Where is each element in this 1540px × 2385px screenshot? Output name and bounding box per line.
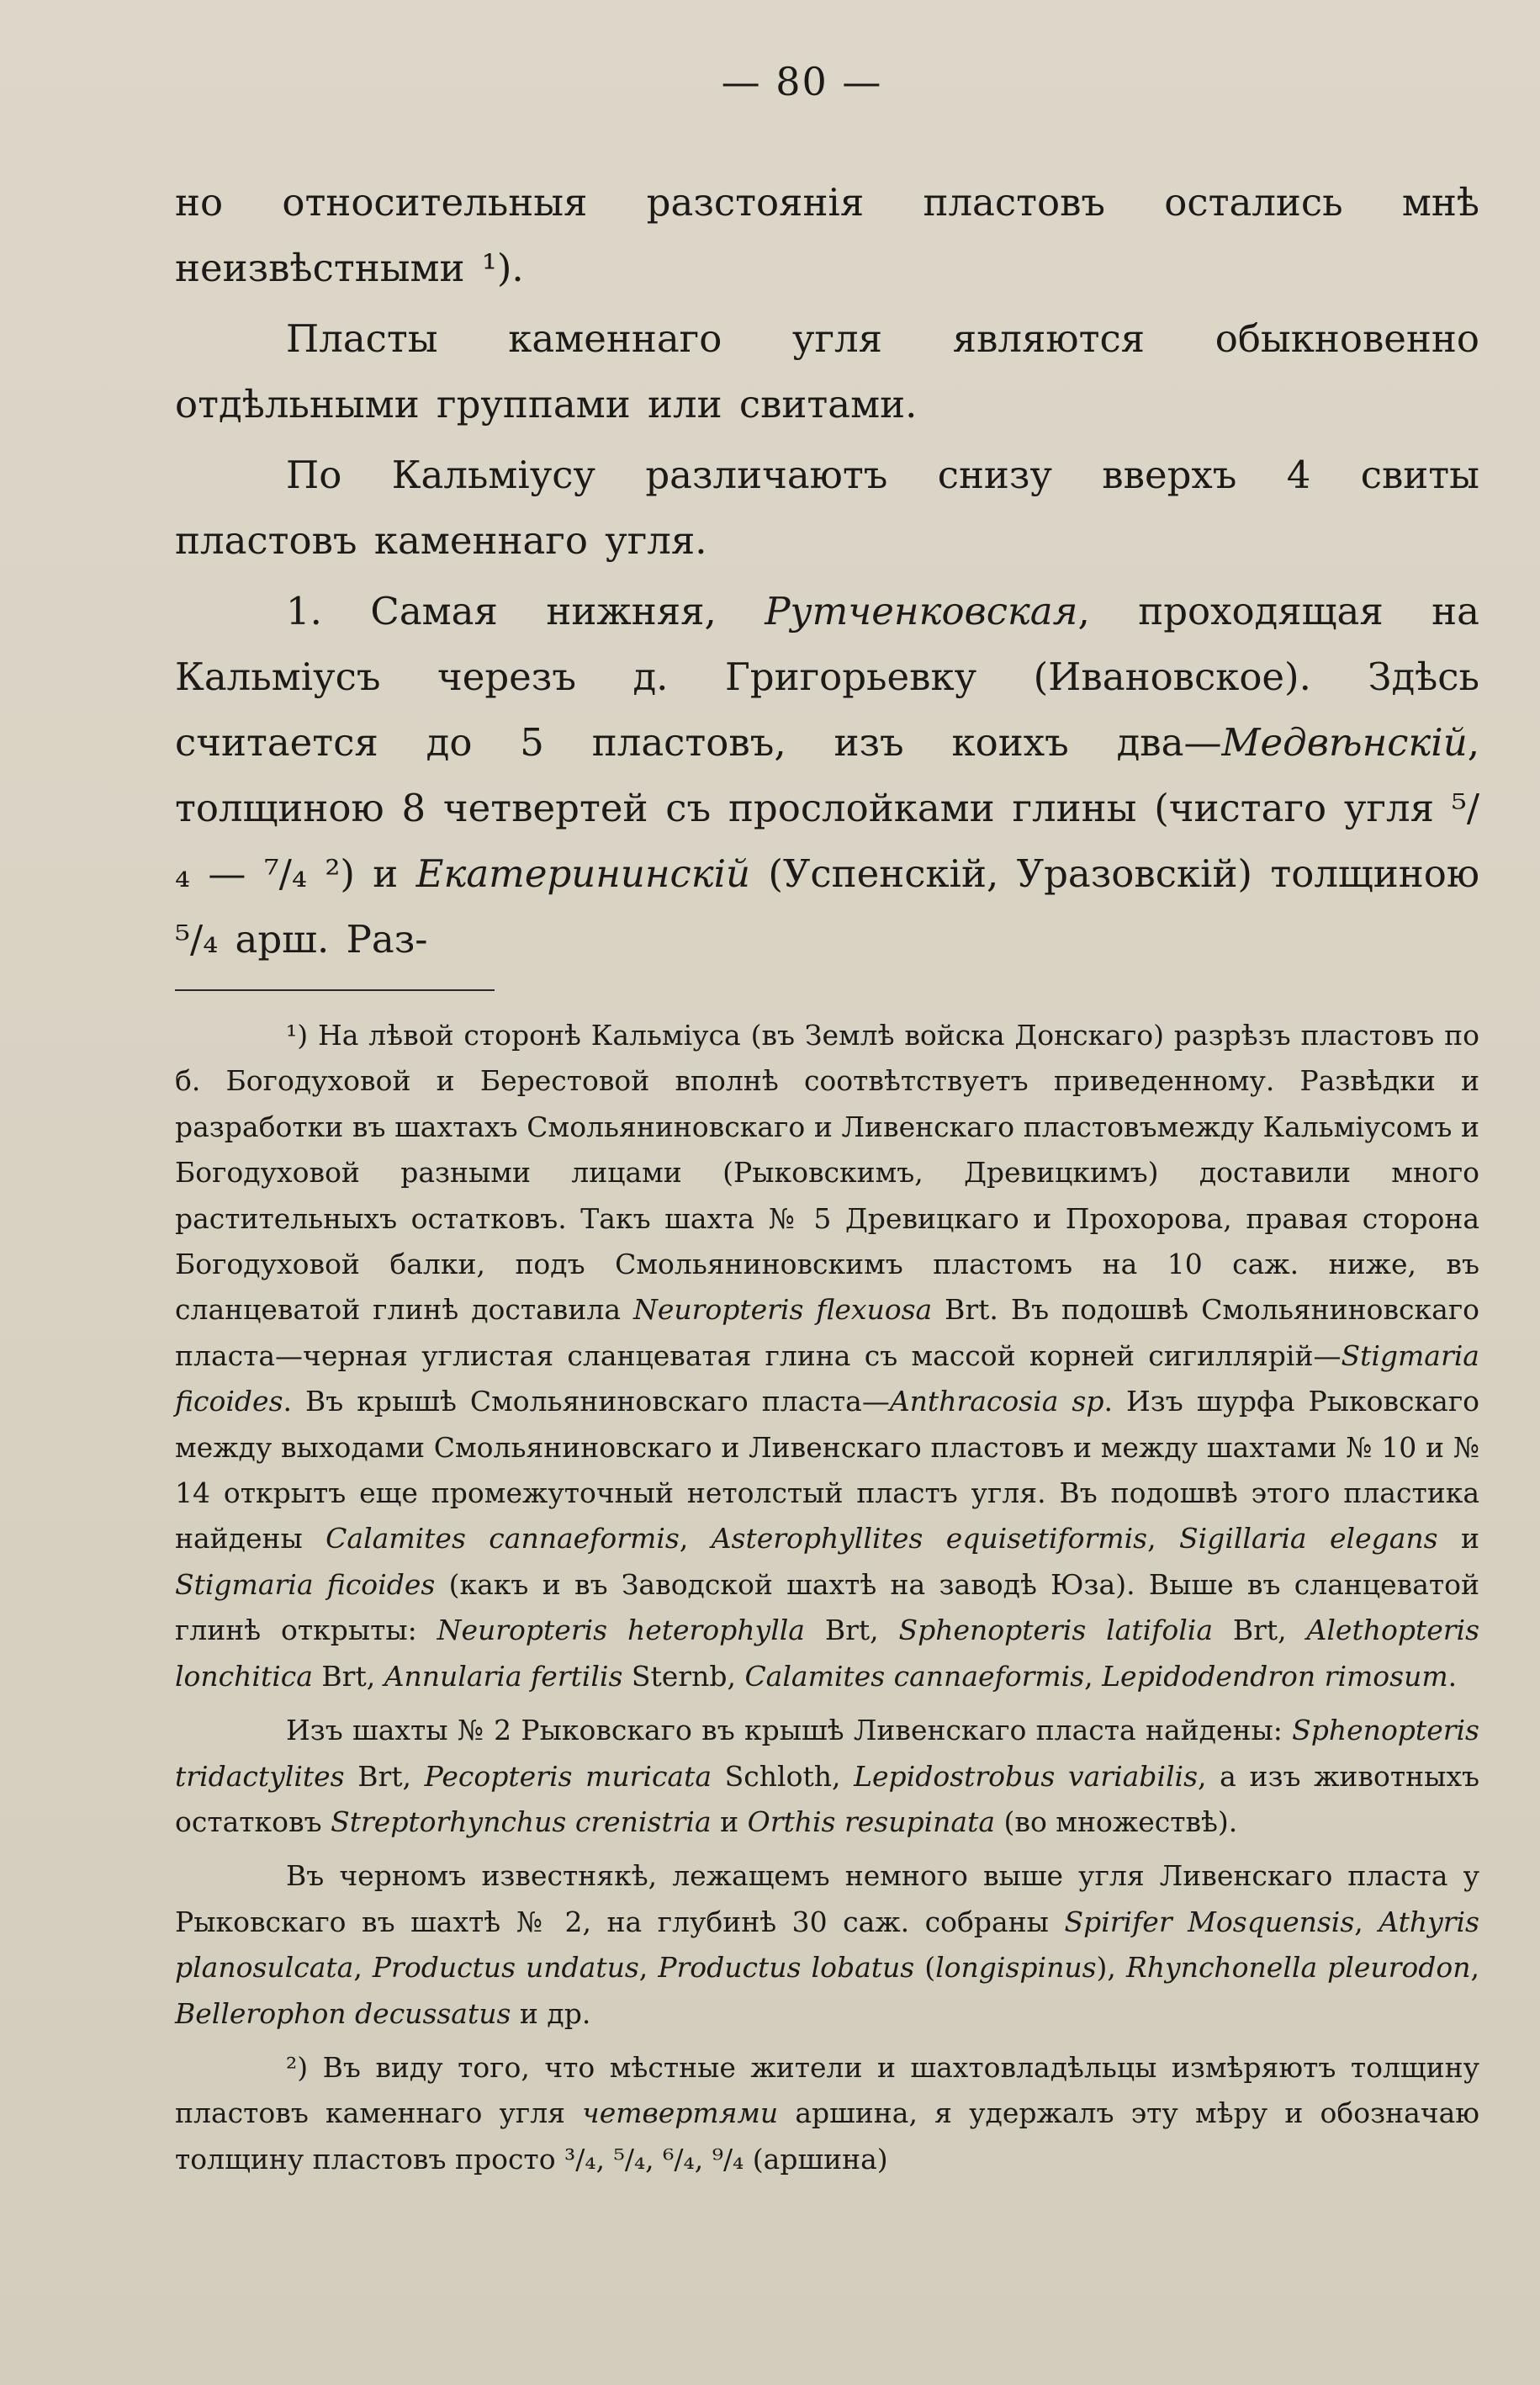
species-name: Calamites cannaeformis [325,1522,680,1556]
footnote-text: , [1354,1905,1379,1938]
species-name: Annularia fertilis [384,1659,623,1693]
footnote-text: ), [1096,1951,1126,1985]
footnote-text: Brt, [804,1614,899,1647]
species-name: Orthis resupinata [747,1805,995,1838]
species-name: Asterophyllites equisetiformis [711,1522,1148,1556]
species-name: Calamites cannaeformis [744,1659,1085,1693]
species-name: Bellerophon decussatus [175,1996,511,2030]
footnote-text: . Въ крышѣ Смольяниновскаго пласта— [283,1385,890,1418]
species-name: Spirifer Mosquensis [1064,1905,1355,1938]
page-number: — 80 — [721,59,883,104]
species-name: Streptorhynchus crenistria [331,1805,712,1838]
emphasis: четвертями [582,2096,779,2130]
footnote-text: . [1447,1659,1458,1693]
species-name: Neuropteris heterophylla [437,1614,805,1647]
species-name: Lepidodendron rimosum [1102,1659,1448,1693]
species-name: Sigillaria elegans [1178,1522,1438,1556]
species-name: Lepidostrobus variabilis [854,1759,1199,1793]
species-name: Stigmaria ficoides [175,1338,1479,1418]
footnote-text: ( [914,1951,936,1985]
footnote-text: ²) Въ виду того, что мѣстные жители и шахтовладѣльцы измѣряютъ толщину пластовъ каменнаго угля [175,2050,1479,2130]
main-text [175,170,1479,973]
footnote-text: Brt, [344,1759,425,1793]
footnote-text: Schloth, [712,1759,855,1793]
footnote-divider [175,989,495,991]
footnote-text: , [638,1951,659,1985]
p4-text: , проходящая на Кальміусъ черезъ д. Григорьевку (Ивановское). Здѣсь считается до 5 пластовъ, изъ коихъ два— [175,589,1479,765]
footnote-2 [175,2045,1479,2182]
species-name: Rhynchonella pleurodon [1125,1951,1471,1985]
species-name: Sphenopteris tridactylites [175,1714,1479,1793]
footnotes [175,1013,1479,2182]
paragraph-4 [175,579,1479,973]
footnote-text: Sternb, [622,1659,745,1693]
footnote-text: аршина, я удержалъ эту мѣру и обозначаю толщину пластовъ просто ³/₄, ⁵/₄, ⁶/₄, ⁹/₄ (аршина) [175,2096,1479,2176]
species-name: Productus lobatus [658,1951,915,1985]
p4-text: 1. Самая нижняя, [286,589,765,633]
paragraph-1: но относительныя разстоянія пластовъ остались мнѣ неизвѣстными ¹). [175,180,1479,290]
footnote-text: Въ черномъ известнякѣ, лежащемъ немного выше угля Ливенскаго пласта у Рыковскаго въ шахтѣ № 2, на глубинѣ 30 саж. собраны [175,1859,1479,1938]
species-name: Stigmaria ficoides [175,1567,436,1601]
p4-italic: Екатерининскій [415,851,750,896]
footnote-text: , [1470,1951,1480,1985]
footnote-1 [175,1013,1479,1699]
species-name: Pecopteris muricata [424,1759,712,1793]
footnote-text: , а изъ животныхъ остатковъ [175,1759,1479,1838]
species-name: Sphenopteris latifolia [898,1614,1214,1647]
footnote-text: Brt. Въ подошвѣ Смольяниновскаго пласта—черная углистая сланцеватая глина съ массой корней сигиллярій— [175,1293,1479,1372]
footnote-text: Brt, [312,1659,384,1693]
footnote-text: , [1147,1522,1179,1556]
footnote-text: (какъ и въ Заводской шахтѣ на заводѣ Юза). Выше въ сланцеватой глинѣ открыты: [175,1567,1479,1647]
paragraph-3: По Кальміусу различаютъ снизу вверхъ 4 свиты пластовъ каменнаго угля. [175,453,1479,563]
species-name: Productus undatus [372,1951,639,1985]
footnote-text: (во множествѣ). [995,1805,1238,1838]
footnote-text: , [353,1951,373,1985]
footnote-1-continued-2 [175,1853,1479,2037]
footnote-text: , [1084,1659,1103,1693]
p4-italic: Медвѣнскій [1221,720,1468,765]
footnote-text: Изъ шахты № 2 Рыковскаго въ крышѣ Ливенскаго пласта найдены: [286,1714,1293,1747]
paragraph-2: Пласты каменнаго угля являются обыкновенно отдѣльными группами или свитами. [175,316,1479,427]
footnote-text: и [711,1805,748,1838]
species-name: Neuropteris flexuosa [632,1293,933,1327]
species-name: Anthracosia sp [889,1385,1104,1418]
footnote-text: и [1437,1522,1480,1556]
p4-text: , толщиною 8 четвертей съ прослойками глины (чистаго угля ⁵/₄ — ⁷/₄ ²) и [175,720,1479,896]
p4-italic: Рутченковская [765,589,1078,633]
footnote-text: . Изъ шурфа Рыковскаго между выходами Смольяниновскаго и Ливенскаго пластовъ и между шахтами № 10 и № 14 открытъ еще промежуточный нетолстый пластъ угля. Въ подошвѣ этого пластика найдены [175,1385,1479,1556]
species-name: Athyris planosulcata [175,1905,1479,1985]
species-name: longispinus [935,1951,1097,1985]
footnote-text: ¹) На лѣвой сторонѣ Кальміуса (въ Землѣ войска Донскаго) разрѣзъ пластовъ по б. Богодуховой и Берестовой вполнѣ соотвѣтствуетъ приведенному. Развѣдки и разработки въ шахтахъ Смольяниновскаго и Ливенскаго пластовъмежду Кальміусомъ и Богодуховой разными лицами (Рыковскимъ, Древицкимъ) доставили много растительныхъ остатковъ. Такъ шахта № 5 Древицкаго и Прохорова, правая сторона Богодуховой балки, подъ Смольяниновскимъ пластомъ на 10 саж. ниже, въ сланцеватой глинѣ доставила [175,1019,1479,1327]
footnote-1-continued [175,1708,1479,1845]
footnote-text: , [679,1522,712,1556]
footnote-text: Brt, [1213,1614,1307,1647]
species-name: Alethopteris lonchitica [175,1614,1480,1693]
footnote-text: и др. [511,1996,591,2030]
p4-text: (Успенскій, Уразовскій) толщиною ⁵/₄ арш. Раз- [175,851,1480,962]
